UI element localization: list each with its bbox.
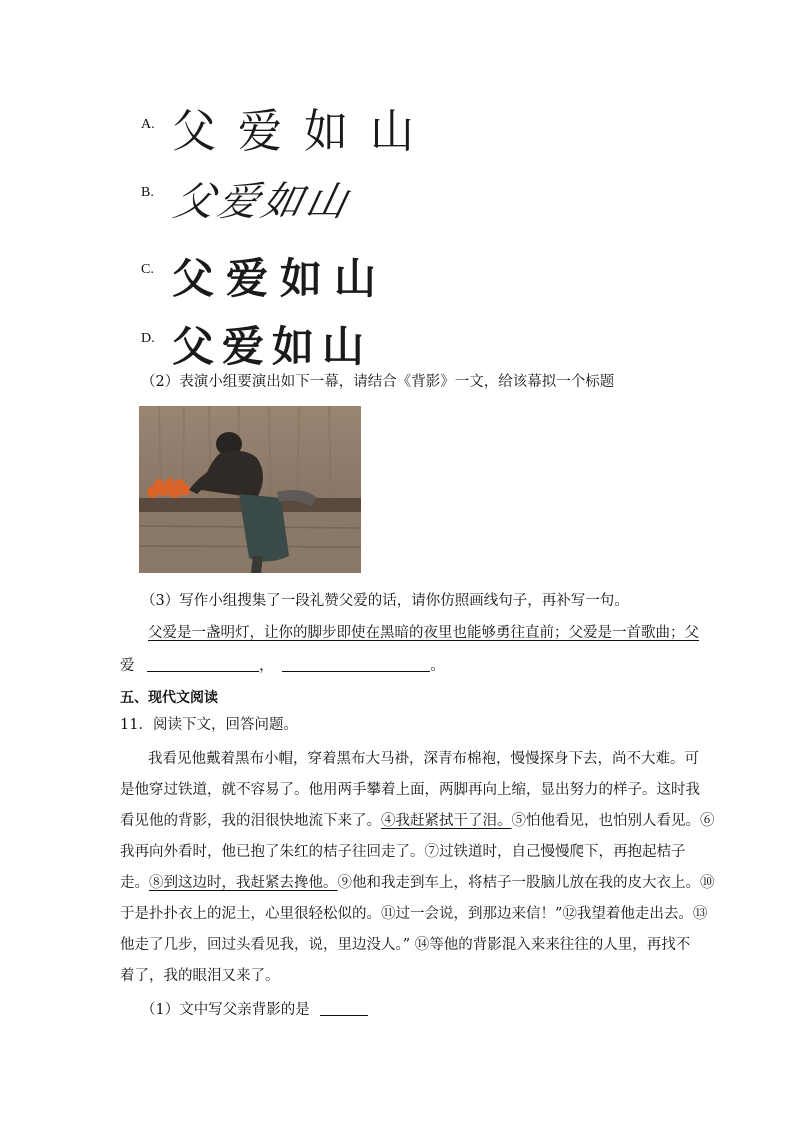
section-title: 五、现代文阅读 [120,690,218,706]
option-c-calligraphy: 父爱如山 [172,254,389,303]
q3-period: 。 [430,658,445,674]
question-3-text: （3）写作小组搜集了一段礼赞父爱的话，请你仿照画线句子，再补写一句。 [141,593,629,609]
passage-line-3a: 看见他的背影，我的泪很快地流下来了。 [120,813,381,829]
question-11-text: 11．阅读下文，回答问题。 [120,717,298,733]
passage-line-5a: 走。 [120,875,149,891]
q3-example-line [148,626,699,641]
passage-line-3-underlined: ④我赶紧拭干了泪。 [381,813,512,829]
option-a-letter: A. [141,117,155,132]
q3-answer-blank-1[interactable] [147,657,259,672]
passage-line-7: 他走了几步，回过头看见我，说，里边没人。” ⑭等他的背影混入来来往往的人里，再找不 [120,937,691,953]
passage-line-8: 着了，我的眼泪又来了。 [120,968,280,984]
option-b-letter: B. [141,185,154,200]
passage-line-5c: ⑨他和我走到车上，将桔子一股脑儿放在我的皮大衣上。⑩ [337,875,715,891]
q3-comma: ， [259,658,274,674]
passage-line-3 [120,814,715,829]
passage-line-5-underlined: ⑧到这边时，我赶紧去搀他。 [149,875,338,891]
father-back-illustration [139,406,361,573]
option-c-letter: C. [141,262,154,277]
passage-line-6: 于是扑扑衣上的泥土，心里很轻松似的。⑪过一会说，到那边来信！”⑫我望着他走出去。⑬ [120,906,708,922]
q11-1-answer-blank[interactable] [320,1001,368,1016]
q3-underlined-sentence: 父爱是一盏明灯，让你的脚步即使在黑暗的夜里也能够勇往直前；父爱是一首歌曲；父 [148,625,699,641]
passage-line-1: 我看见他戴着黑布小帽，穿着黑布大马褂，深青布棉袍，慢慢探身下去，尚不大难。可 [148,751,699,767]
question-11-1-text: （1）文中写父亲背影的是 [141,1002,310,1018]
option-d-calligraphy: 父爱如山 [172,322,373,371]
question-2-text: （2）表演小组要演出如下一幕，请结合《背影》一文，给该幕拟一个标题 [141,374,615,390]
option-b-calligraphy: 父爱如山 [169,179,356,225]
passage-line-5 [120,876,715,891]
passage-line-2: 是他穿过铁道，就不容易了。他用两手攀着上面，两脚再向上缩，显出努力的样子。这时我 [120,782,700,798]
passage-line-4: 我再向外看时，他已抱了朱红的桔子往回走了。⑦过铁道时，自己慢慢爬下，再抱起桔子 [120,844,686,860]
q3-line2-prefix: 爱 [120,658,135,674]
q3-answer-blank-2[interactable] [282,657,430,672]
q3-answer-line [120,657,445,674]
question-11-1 [141,1001,368,1018]
passage-line-3c: ⑤怕他看见，也怕别人看见。⑥ [511,813,715,829]
option-d-letter: D. [141,331,155,346]
option-a-calligraphy: 父爱如山 [172,104,436,159]
